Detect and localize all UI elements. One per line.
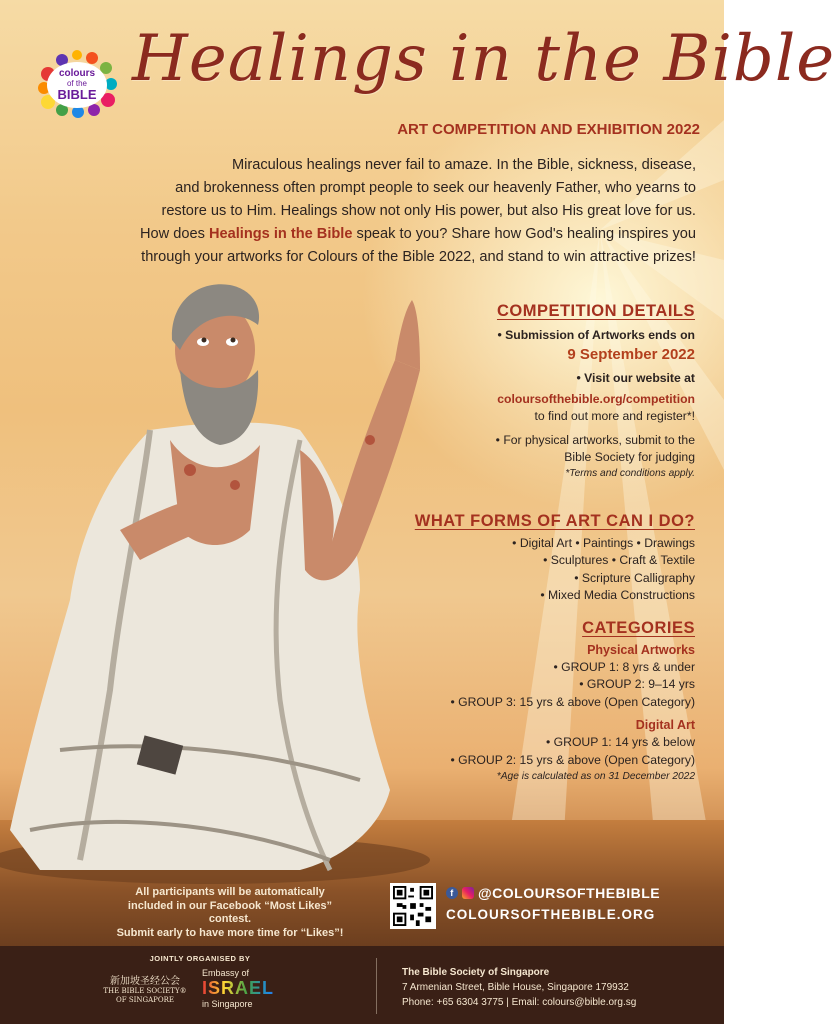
competition-link[interactable]: coloursofthebible.org/competition <box>497 391 695 406</box>
logo-line3: BIBLE <box>57 87 97 102</box>
israel-embassy-logo <box>202 968 292 1009</box>
categories-heading: CATEGORIES <box>582 619 695 637</box>
category-item: • GROUP 1: 14 yrs & below <box>546 735 695 750</box>
digital-art-label: Digital Art <box>635 718 695 733</box>
intro-line: Miraculous healings never fail to amaze. In the Bible, sickness, disease, <box>232 157 696 173</box>
category-text: GROUP 2: 9–14 yrs <box>586 677 695 692</box>
bss-english-name: THE BIBLE SOCIETY® <box>103 987 187 995</box>
art-forms-text: Digital Art • Paintings • Drawings <box>519 536 695 550</box>
category-text: GROUP 2: 15 yrs & above (Open Category) <box>458 752 695 767</box>
embassy-country: ISRAEL <box>202 978 292 999</box>
jointly-organised-label: JOINTLY ORGANISED BY <box>149 954 251 963</box>
category-text: GROUP 3: 15 yrs & above (Open Category) <box>458 694 695 709</box>
facebook-icon[interactable]: f <box>446 887 458 899</box>
intro-text: How does <box>139 226 209 242</box>
art-forms-text: Scripture Calligraphy <box>581 570 695 585</box>
social-handle[interactable]: @COLOURSOFTHEBIBLE <box>478 885 661 901</box>
art-forms-text: Mixed Media Constructions <box>548 588 695 603</box>
bss-chinese-name: 新加坡圣经公会 <box>110 976 180 987</box>
intro-line <box>40 223 696 246</box>
terms-note: *Terms and conditions apply. <box>565 468 695 480</box>
intro-line: restore us to Him. Healings show not only His power, but also His great love for us. <box>161 203 696 219</box>
footer-divider <box>376 958 377 1014</box>
intro-line: through your artworks for Colours of the Bible 2022, and stand to win attractive prizes! <box>141 249 696 265</box>
intro-paragraph <box>40 154 696 269</box>
physical-submit-line: • For physical artworks, submit to the <box>495 432 695 447</box>
logo-line1: colours <box>58 68 96 79</box>
age-note: *Age is calculated as on 31 December 2022 <box>496 771 695 783</box>
deadline-label-text: Submission of Artworks ends on <box>505 328 695 342</box>
footer-note-line: Submit early to have more time for “Likes”! <box>116 926 344 939</box>
competition-details-section <box>390 302 695 481</box>
category-item: • GROUP 3: 15 yrs & above (Open Category) <box>450 694 695 709</box>
bss-english-name2: OF SINGAPORE <box>116 996 174 1004</box>
intro-highlight: Healings in the Bible <box>208 226 353 242</box>
logo-line2: of the <box>66 79 88 88</box>
category-text: GROUP 1: 14 yrs & below <box>553 735 695 750</box>
embassy-text: Embassy of <box>202 968 250 978</box>
deadline-label: • Submission of Artworks ends on <box>497 328 695 342</box>
poster-title: Healings in the Bible <box>132 22 835 96</box>
contact-info <box>402 965 712 1010</box>
social-handle-row[interactable] <box>446 884 660 902</box>
category-item: • GROUP 1: 8 yrs & under <box>553 660 695 674</box>
physical-submit-text: For physical artworks, submit to the <box>503 432 695 447</box>
deadline-date: 9 September 2022 <box>567 346 695 364</box>
physical-submit-line2: Bible Society for judging <box>564 450 695 465</box>
art-forms-text: Sculptures • Craft & Textile <box>550 553 695 568</box>
footer-note-line: All participants will be automatically <box>135 886 325 898</box>
art-forms-line: • Mixed Media Constructions <box>540 588 695 603</box>
poster-subtitle: ART COMPETITION AND EXHIBITION 2022 <box>397 121 700 138</box>
intro-line: and brokenness often prompt people to seek our heavenly Father, who yearns to <box>175 180 696 196</box>
facebook-contest-note <box>108 886 352 940</box>
qr-code[interactable] <box>390 883 436 929</box>
competition-heading: COMPETITION DETAILS <box>496 302 695 320</box>
embassy-location: in Singapore <box>202 999 253 1009</box>
footer-note-line: included in our Facebook “Most Likes” contest. <box>127 899 333 925</box>
physical-artworks-label: Physical Artworks <box>587 643 695 657</box>
art-forms-section <box>390 512 695 605</box>
art-forms-line: • Digital Art • Paintings • Drawings <box>512 536 695 550</box>
website-link[interactable]: COLOURSOFTHEBIBLE.ORG <box>446 907 656 922</box>
intro-text: speak to you? Share how God's healing inspires you <box>352 226 696 242</box>
colours-of-the-bible-logo <box>36 50 118 116</box>
kneeling-man-illustration <box>0 270 440 890</box>
categories-section <box>390 619 695 784</box>
contact-org: The Bible Society of Singapore <box>402 967 550 978</box>
category-item: • GROUP 2: 9–14 yrs <box>579 677 695 692</box>
website-label: • Visit our website at <box>576 371 695 386</box>
contact-phone-email: Phone: +65 6304 3775 | Email: colours@bible.org.sg <box>402 997 637 1008</box>
category-text: GROUP 1: 8 yrs & under <box>561 660 695 674</box>
website-label-text: Visit our website at <box>584 371 695 386</box>
category-item: • GROUP 2: 15 yrs & above (Open Category) <box>450 752 695 767</box>
art-forms-line: • Sculptures • Craft & Textile <box>543 553 695 568</box>
register-text: to find out more and register*! <box>534 409 695 424</box>
art-forms-heading: WHAT FORMS OF ART CAN I DO? <box>414 512 695 530</box>
contact-address: 7 Armenian Street, Bible House, Singapore 179932 <box>402 982 629 993</box>
bible-society-logo <box>100 970 190 1016</box>
art-forms-line: • Scripture Calligraphy <box>574 570 695 585</box>
instagram-icon[interactable] <box>462 887 474 899</box>
